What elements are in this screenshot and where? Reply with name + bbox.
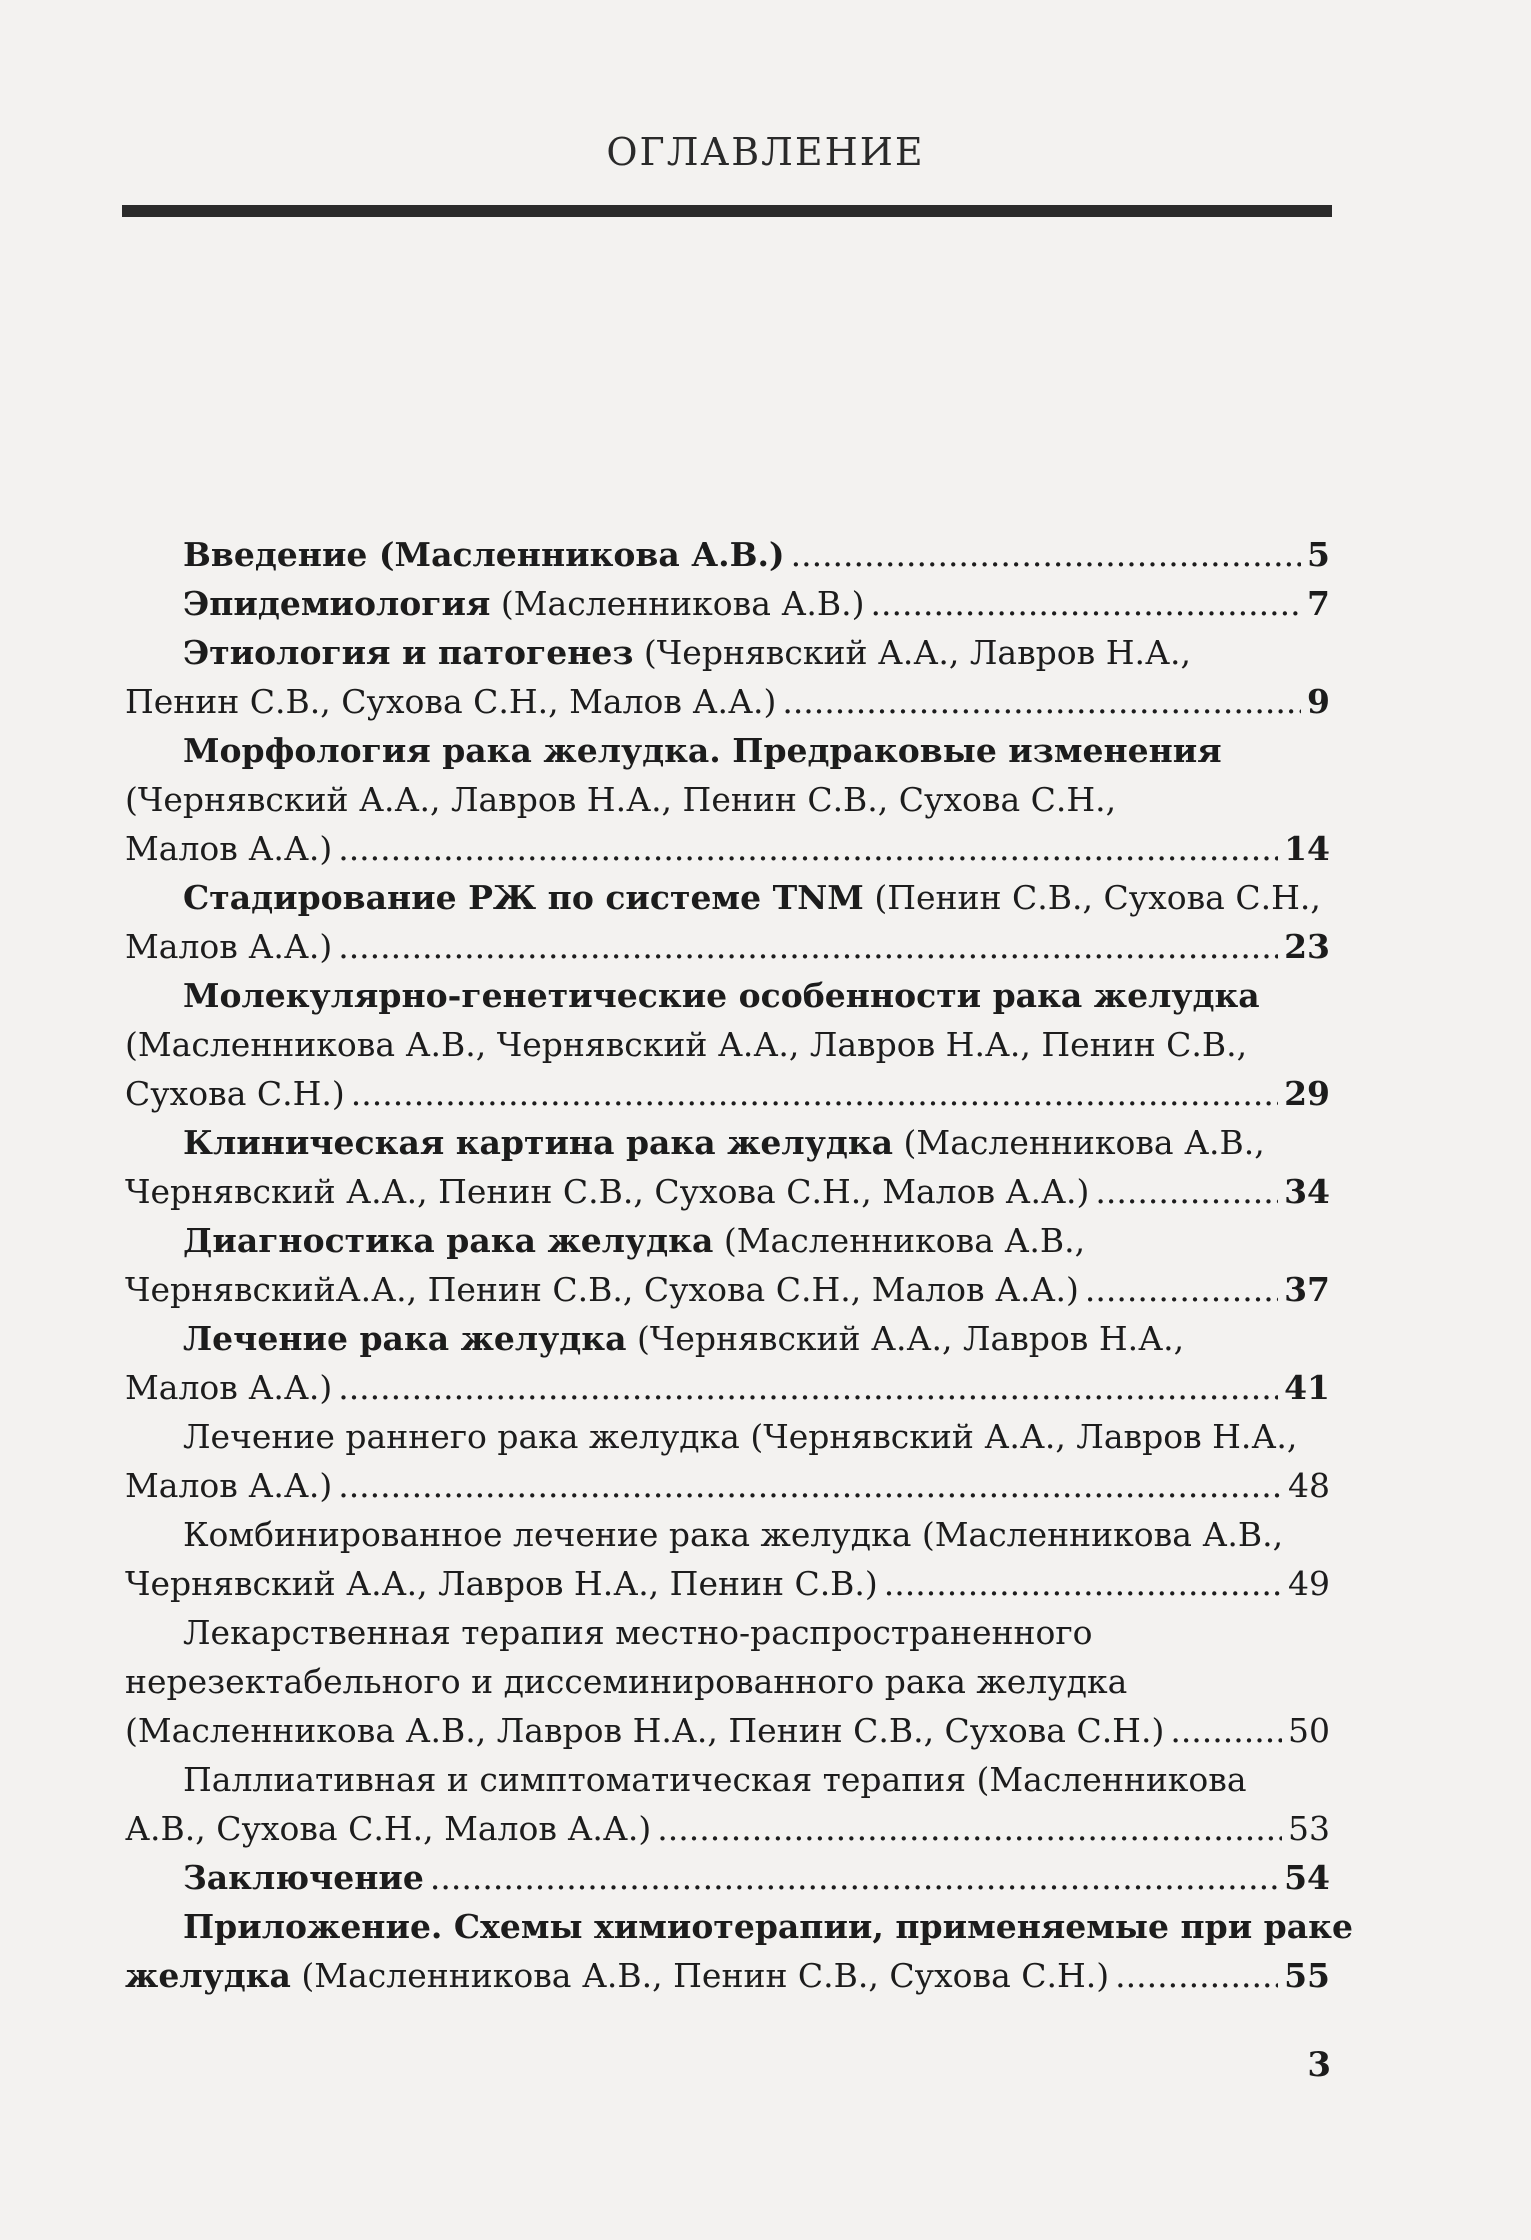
toc-entry-line	[125, 530, 1330, 579]
toc-entry-text	[125, 1706, 1164, 1755]
toc-entry-title: Диагностика рака желудка	[183, 1221, 714, 1260]
toc-entry-text	[183, 971, 1260, 1020]
toc-entry-authors: (Масленникова А.В., Пенин С.В., Сухова С.Н.)	[290, 1956, 1110, 1995]
toc-leader-dots	[884, 1559, 1282, 1608]
toc-entry-text	[125, 1167, 1089, 1216]
toc-entry	[125, 579, 1330, 628]
toc-entry-text	[125, 1265, 1079, 1314]
toc-entry-title: Введение (Масленникова А.В.)	[183, 535, 785, 574]
toc-entry	[125, 1412, 1330, 1510]
toc-entry-line	[125, 1020, 1330, 1069]
toc-entry-text	[183, 873, 1321, 922]
toc-page-number: 41	[1284, 1368, 1330, 1407]
toc-entry-title: Клиническая картина рака желудка	[183, 1123, 894, 1162]
toc-entry-text	[125, 1069, 345, 1118]
toc-leader-dots	[338, 1363, 1278, 1412]
toc-leader-dots	[871, 579, 1302, 628]
toc-entry-text	[125, 1461, 332, 1510]
toc-entry-line	[125, 1069, 1330, 1118]
toc-leader-dots	[782, 677, 1301, 726]
toc-entry-line	[125, 579, 1330, 628]
toc-page-number: 29	[1284, 1074, 1330, 1113]
toc-entry-title: Приложение. Схемы химиотерапии, применяемые при раке	[183, 1907, 1353, 1946]
toc-entry	[125, 1118, 1330, 1216]
toc-entry-authors: Малов А.А.)	[125, 927, 333, 966]
toc-entry	[125, 1510, 1330, 1608]
toc-entry-text	[183, 1314, 1184, 1363]
toc-leader-dots	[1170, 1706, 1282, 1755]
table-of-contents	[125, 530, 1353, 2000]
toc-heading: ОГЛАВЛЕНИЕ	[606, 130, 925, 174]
toc-page-number: 14	[1284, 829, 1330, 868]
toc-entry	[125, 1755, 1330, 1853]
toc-page-number: 5	[1307, 535, 1330, 574]
toc-entry-title: Лечение рака желудка	[183, 1319, 627, 1358]
toc-entry-line	[125, 1706, 1330, 1755]
toc-entry-authors: нерезектабельного и диссеминированного рака желудка	[125, 1662, 1128, 1701]
toc-entry-authors: (Чернявский А.А., Лавров Н.А., Пенин С.В., Сухова С.Н.,	[125, 780, 1117, 819]
toc-entry	[125, 1853, 1330, 1902]
toc-leader-dots	[1095, 1167, 1278, 1216]
toc-entry-authors: Малов А.А.)	[125, 1466, 333, 1505]
toc-entry-authors: Лекарственная терапия местно-распространенного	[183, 1613, 1093, 1652]
toc-page-number: 23	[1284, 927, 1330, 966]
toc-entry-authors: (Масленникова А.В., Чернявский А.А., Лавров Н.А., Пенин С.В.,	[125, 1025, 1248, 1064]
toc-entry-authors: (Чернявский А.А., Лавров Н.А.,	[626, 1319, 1185, 1358]
toc-entry-text	[125, 775, 1116, 824]
toc-entry-text	[125, 1020, 1247, 1069]
toc-entry-text	[125, 1951, 1109, 2000]
heading-rule	[122, 205, 1332, 217]
toc-entry-title: желудка	[125, 1956, 291, 1995]
toc-entry-authors: Малов А.А.)	[125, 1368, 333, 1407]
toc-page-number: 49	[1288, 1564, 1330, 1603]
toc-page-number: 37	[1284, 1270, 1330, 1309]
toc-entry-line	[125, 1314, 1330, 1363]
toc-entry-authors: (Масленникова А.В., Лавров Н.А., Пенин С.В., Сухова С.Н.)	[125, 1711, 1165, 1750]
toc-entry-text	[183, 1510, 1283, 1559]
toc-entry-line	[125, 873, 1330, 922]
toc-entry-authors: Сухова С.Н.)	[125, 1074, 345, 1113]
toc-entry-line	[125, 1608, 1330, 1657]
toc-entry-authors: (Пенин С.В., Сухова С.Н.,	[863, 878, 1321, 917]
toc-entry-authors: (Масленникова А.В.,	[893, 1123, 1265, 1162]
toc-entry-text	[125, 1363, 332, 1412]
toc-entry-text	[125, 922, 332, 971]
toc-entry-line	[125, 1853, 1330, 1902]
toc-entry-title: Морфология рака желудка. Предраковые изменения	[183, 731, 1222, 770]
toc-entry	[125, 873, 1330, 971]
toc-entry-text	[125, 824, 332, 873]
toc-entry-authors: Малов А.А.)	[125, 829, 333, 868]
toc-entry-text	[183, 579, 865, 628]
toc-entry-line	[125, 1804, 1330, 1853]
toc-entry-text	[125, 1559, 878, 1608]
toc-leader-dots	[1115, 1951, 1278, 2000]
toc-entry-line	[125, 1216, 1330, 1265]
toc-entry-line	[125, 1559, 1330, 1608]
toc-entry-line	[125, 1363, 1330, 1412]
toc-entry-title: Молекулярно-генетические особенности рака желудка	[183, 976, 1260, 1015]
toc-entry-authors: (Чернявский А.А., Лавров Н.А.,	[633, 633, 1191, 672]
toc-page-number: 50	[1288, 1711, 1330, 1750]
toc-page-number: 55	[1284, 1956, 1330, 1995]
toc-entry-text	[183, 1902, 1353, 1951]
toc-entry-authors: (Масленникова А.В.,	[713, 1221, 1086, 1260]
toc-entry-title: Стадирование РЖ по системе TNM	[183, 878, 864, 917]
toc-page-number: 7	[1307, 584, 1330, 623]
toc-entry-authors: Чернявский А.А., Пенин С.В., Сухова С.Н., Малов А.А.)	[125, 1172, 1090, 1211]
toc-entry	[125, 530, 1330, 579]
toc-entry-title: Эпидемиология	[183, 584, 491, 623]
toc-entry-text	[125, 677, 776, 726]
toc-leader-dots	[657, 1804, 1282, 1853]
toc-entry-line	[125, 628, 1330, 677]
toc-entry-line	[125, 824, 1330, 873]
toc-entry	[125, 726, 1330, 873]
toc-entry-line	[125, 1657, 1330, 1706]
toc-leader-dots	[338, 1461, 1282, 1510]
toc-entry-authors: Пенин С.В., Сухова С.Н., Малов А.А.)	[125, 682, 777, 721]
toc-page-number: 9	[1307, 682, 1330, 721]
toc-entry-line	[125, 922, 1330, 971]
toc-entry-text	[183, 726, 1222, 775]
toc-entry-authors: (Масленникова А.В.)	[490, 584, 865, 623]
toc-entry-line	[125, 1265, 1330, 1314]
toc-entry-line	[125, 1951, 1330, 2000]
toc-entry-text	[183, 1216, 1085, 1265]
toc-entry	[125, 971, 1330, 1118]
toc-entry-authors: А.В., Сухова С.Н., Малов А.А.)	[125, 1809, 652, 1848]
toc-entry-line	[125, 1461, 1330, 1510]
toc-entry-title: Заключение	[183, 1858, 424, 1897]
toc-entry	[125, 1608, 1330, 1755]
toc-entry-text	[183, 1118, 1265, 1167]
toc-entry-line	[125, 971, 1330, 1020]
toc-leader-dots	[338, 824, 1278, 873]
toc-entry-text	[183, 628, 1191, 677]
toc-entry-line	[125, 1412, 1330, 1461]
toc-page-number: 54	[1284, 1858, 1330, 1897]
toc-entry-text	[183, 1412, 1297, 1461]
toc-entry-text	[183, 530, 785, 579]
toc-entry-authors: Паллиативная и симптоматическая терапия (Масленникова	[183, 1760, 1247, 1799]
toc-entry-line	[125, 1510, 1330, 1559]
toc-leader-dots	[791, 530, 1301, 579]
toc-entry-authors: Чернявский А.А., Лавров Н.А., Пенин С.В.)	[125, 1564, 878, 1603]
toc-entry	[125, 628, 1330, 726]
toc-entry-line	[125, 677, 1330, 726]
toc-entry	[125, 1314, 1330, 1412]
toc-page-number: 34	[1284, 1172, 1330, 1211]
page-number: 3	[1307, 2045, 1331, 2085]
toc-entry-line	[125, 1902, 1353, 1951]
toc-entry	[125, 1216, 1330, 1314]
toc-leader-dots	[351, 1069, 1278, 1118]
toc-entry-title: Этиология и патогенез	[183, 633, 634, 672]
toc-entry-text	[125, 1804, 651, 1853]
toc-entry-line	[125, 1118, 1330, 1167]
toc-entry-text	[125, 1657, 1127, 1706]
toc-entry	[125, 1902, 1353, 2000]
toc-leader-dots	[1085, 1265, 1278, 1314]
toc-page-number: 48	[1288, 1466, 1330, 1505]
toc-entry-line	[125, 726, 1330, 775]
toc-entry-line	[125, 1167, 1330, 1216]
toc-page-number: 53	[1288, 1809, 1330, 1848]
toc-entry-text	[183, 1608, 1092, 1657]
toc-entry-text	[183, 1755, 1247, 1804]
toc-entry-line	[125, 775, 1330, 824]
toc-leader-dots	[430, 1853, 1278, 1902]
toc-entry-line	[125, 1755, 1330, 1804]
toc-entry-authors: Комбинированное лечение рака желудка (Масленникова А.В.,	[183, 1515, 1284, 1554]
toc-leader-dots	[338, 922, 1278, 971]
toc-entry-text	[183, 1853, 424, 1902]
toc-entry-authors: Лечение раннего рака желудка (Чернявский А.А., Лавров Н.А.,	[183, 1417, 1298, 1456]
toc-entry-authors: ЧернявскийА.А., Пенин С.В., Сухова С.Н., Малов А.А.)	[125, 1270, 1079, 1309]
